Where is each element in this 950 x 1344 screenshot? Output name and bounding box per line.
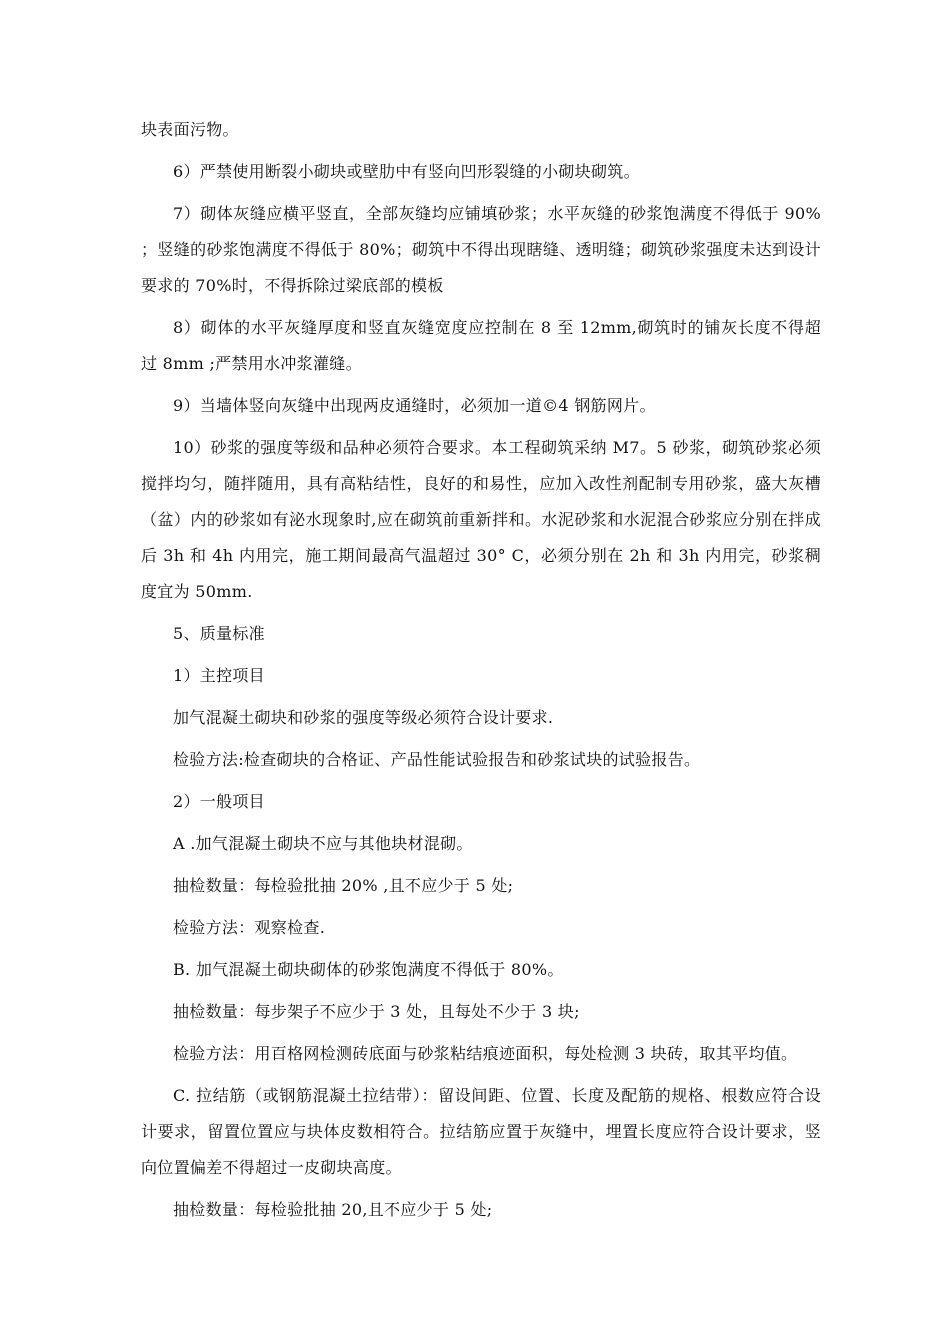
paragraph: 抽检数量：每检验批抽 20,且不应少于 5 处; xyxy=(173,1200,493,1219)
paragraph: A .加气混凝土砌块不应与其他块材混砌。 xyxy=(173,834,473,853)
paragraph: 块表面污物。 xyxy=(141,120,239,139)
section-heading: 5、质量标准 xyxy=(173,624,265,643)
paragraph: C. 拉结筋（或钢筋混凝土拉结带）：留设间距、位置、长度及配筋的规格、根数应符合设计要求，留置位置应与块体皮数相符合。拉结筋应置于灰缝中，埋置长度应符合设计要求，竖向位置偏差不得超过一皮砌块高度。 xyxy=(141,1086,821,1177)
paragraph: 检验方法：观察检查. xyxy=(173,918,326,937)
paragraph: 抽检数量：每步架子不应少于 3 处，且每处不少于 3 块; xyxy=(173,1002,580,1021)
paragraph: B. 加气混凝土砌块砌体的砂浆饱满度不得低于 80%。 xyxy=(173,960,564,979)
paragraph: 检验方法:检查砌块的合格证、产品性能试验报告和砂浆试块的试验报告。 xyxy=(173,750,701,769)
document-body xyxy=(141,112,821,1234)
subsection-heading: 1）主控项目 xyxy=(173,666,265,685)
paragraph: 抽检数量：每检验批抽 20% ,且不应少于 5 处; xyxy=(173,876,514,895)
paragraph: 7）砌体灰缝应横平竖直，全部灰缝均应铺填砂浆；水平灰缝的砂浆饱满度不得低于 90% ；竖缝的砂浆饱满度不得低于 80%；砌筑中不得出现瞎缝、透明缝；砌筑砂浆强度未达到设计要求的 70%时，不得拆除过梁底部的模板 xyxy=(141,204,821,295)
paragraph: 检验方法：用百格网检测砖底面与砂浆粘结痕迹面积，每处检测 3 块砖，取其平均值。 xyxy=(173,1044,798,1063)
subsection-heading: 2）一般项目 xyxy=(173,792,265,811)
paragraph: 加气混凝土砌块和砂浆的强度等级必须符合设计要求. xyxy=(173,708,554,727)
paragraph: 6）严禁使用断裂小砌块或壁肋中有竖向凹形裂缝的小砌块砌筑。 xyxy=(173,162,640,181)
paragraph: 10）砂浆的强度等级和品种必须符合要求。本工程砌筑采纳 M7。5 砂浆，砌筑砂浆必须搅拌均匀，随拌随用，具有高粘结性，良好的和易性，应加入改性剂配制专用砂浆，盛大灰槽（盆）内的砂浆如有泌水现象时,应在砌筑前重新拌和。水泥砂浆和水泥混合砂浆应分别在拌成后 3h 和 4h 内用完，施工期间最高气温超过 30° C，必须分别在 2h 和 3h 内用完，砂浆稠度宜为 50mm. xyxy=(141,438,821,601)
paragraph: 9）当墙体竖向灰缝中出现两皮通缝时，必须加一道©4 钢筋网片。 xyxy=(173,396,656,415)
paragraph: 8）砌体的水平灰缝厚度和竖直灰缝宽度应控制在 8 至 12mm,砌筑时的铺灰长度不得超过 8mm ;严禁用水冲浆灌缝。 xyxy=(141,318,821,373)
